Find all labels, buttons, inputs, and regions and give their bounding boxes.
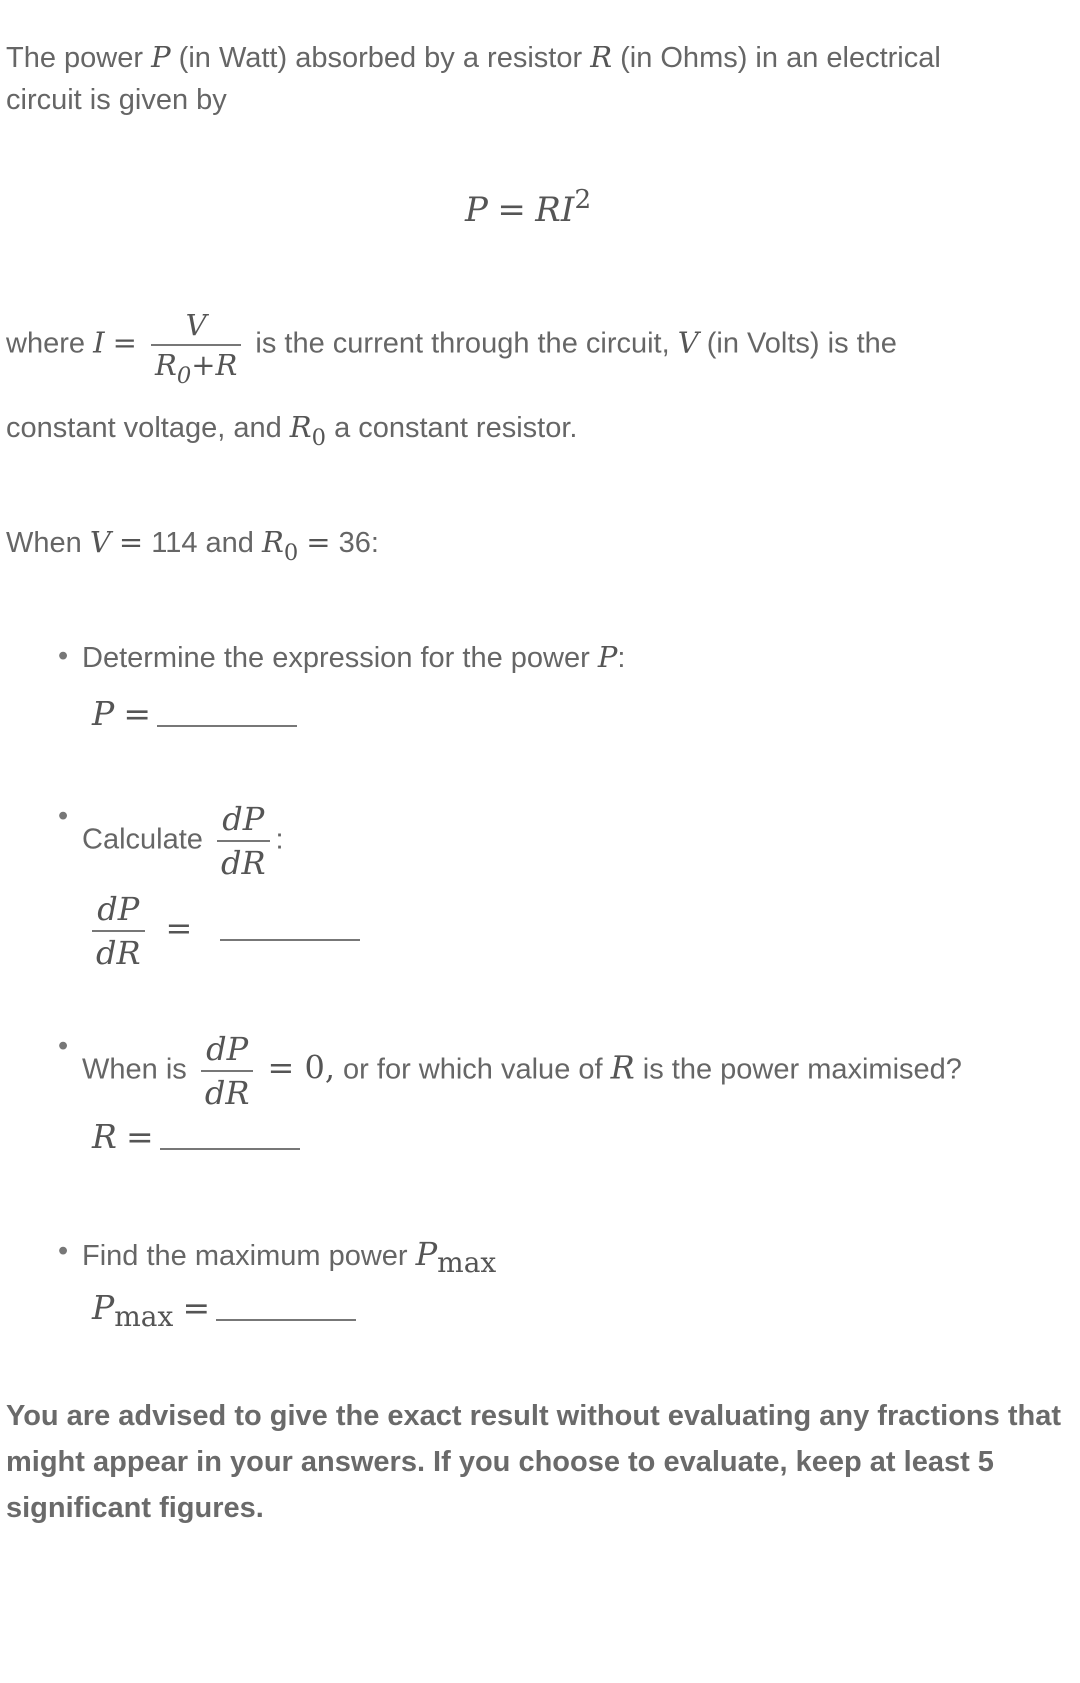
- derivative-fraction: $\frac{dP}{dR}$: [217, 800, 270, 882]
- answer-2: $\frac{dP}{dR}$ =: [92, 890, 360, 972]
- advice-note: You are advised to give the exact result without evaluating any fractions that might appear in your answers. If you choose to evaluate, keep at least 5 significant figures.: [6, 1400, 1061, 1524]
- answer-1-blank[interactable]: [157, 725, 297, 727]
- question-2: • Calculate $\frac{dP}{dR}$ :: [82, 800, 284, 882]
- question-1: • Determine the expression for the power P:: [82, 640, 625, 675]
- answer-4-blank[interactable]: [216, 1319, 356, 1321]
- answer-4: $P_{max}$ =: [92, 1288, 356, 1327]
- var-p: P: [151, 40, 171, 74]
- answer-3: R =: [92, 1117, 300, 1156]
- answer-3-blank[interactable]: [160, 1148, 300, 1150]
- question-3: • When is $\frac{dP}{dR}$ = 0, or for which value of R is the power maximised?: [82, 1030, 962, 1112]
- constant-definition: constant voltage, and $R_0$ a constant resistor.: [6, 410, 578, 451]
- given-values: When V = 114 and $R_0 = 36$:: [6, 525, 379, 566]
- intro-line-1: The power P (in Watt) absorbed by a resistor R (in Ohms) in an electrical: [6, 40, 941, 74]
- power-formula: $P = RI^2$: [465, 183, 592, 230]
- question-4: • Find the maximum power Pmax: [82, 1235, 496, 1273]
- current-definition: where I = $\frac{V}{R_0+R}$ is the current through the circuit, V (in Volts) is the: [6, 308, 897, 389]
- answer-2-blank[interactable]: [220, 939, 360, 941]
- var-r: R: [590, 40, 613, 74]
- answer-1: P =: [92, 694, 297, 733]
- current-fraction: $\frac{V}{R_0+R}$: [151, 308, 241, 382]
- intro-line-2: circuit is given by: [6, 84, 227, 116]
